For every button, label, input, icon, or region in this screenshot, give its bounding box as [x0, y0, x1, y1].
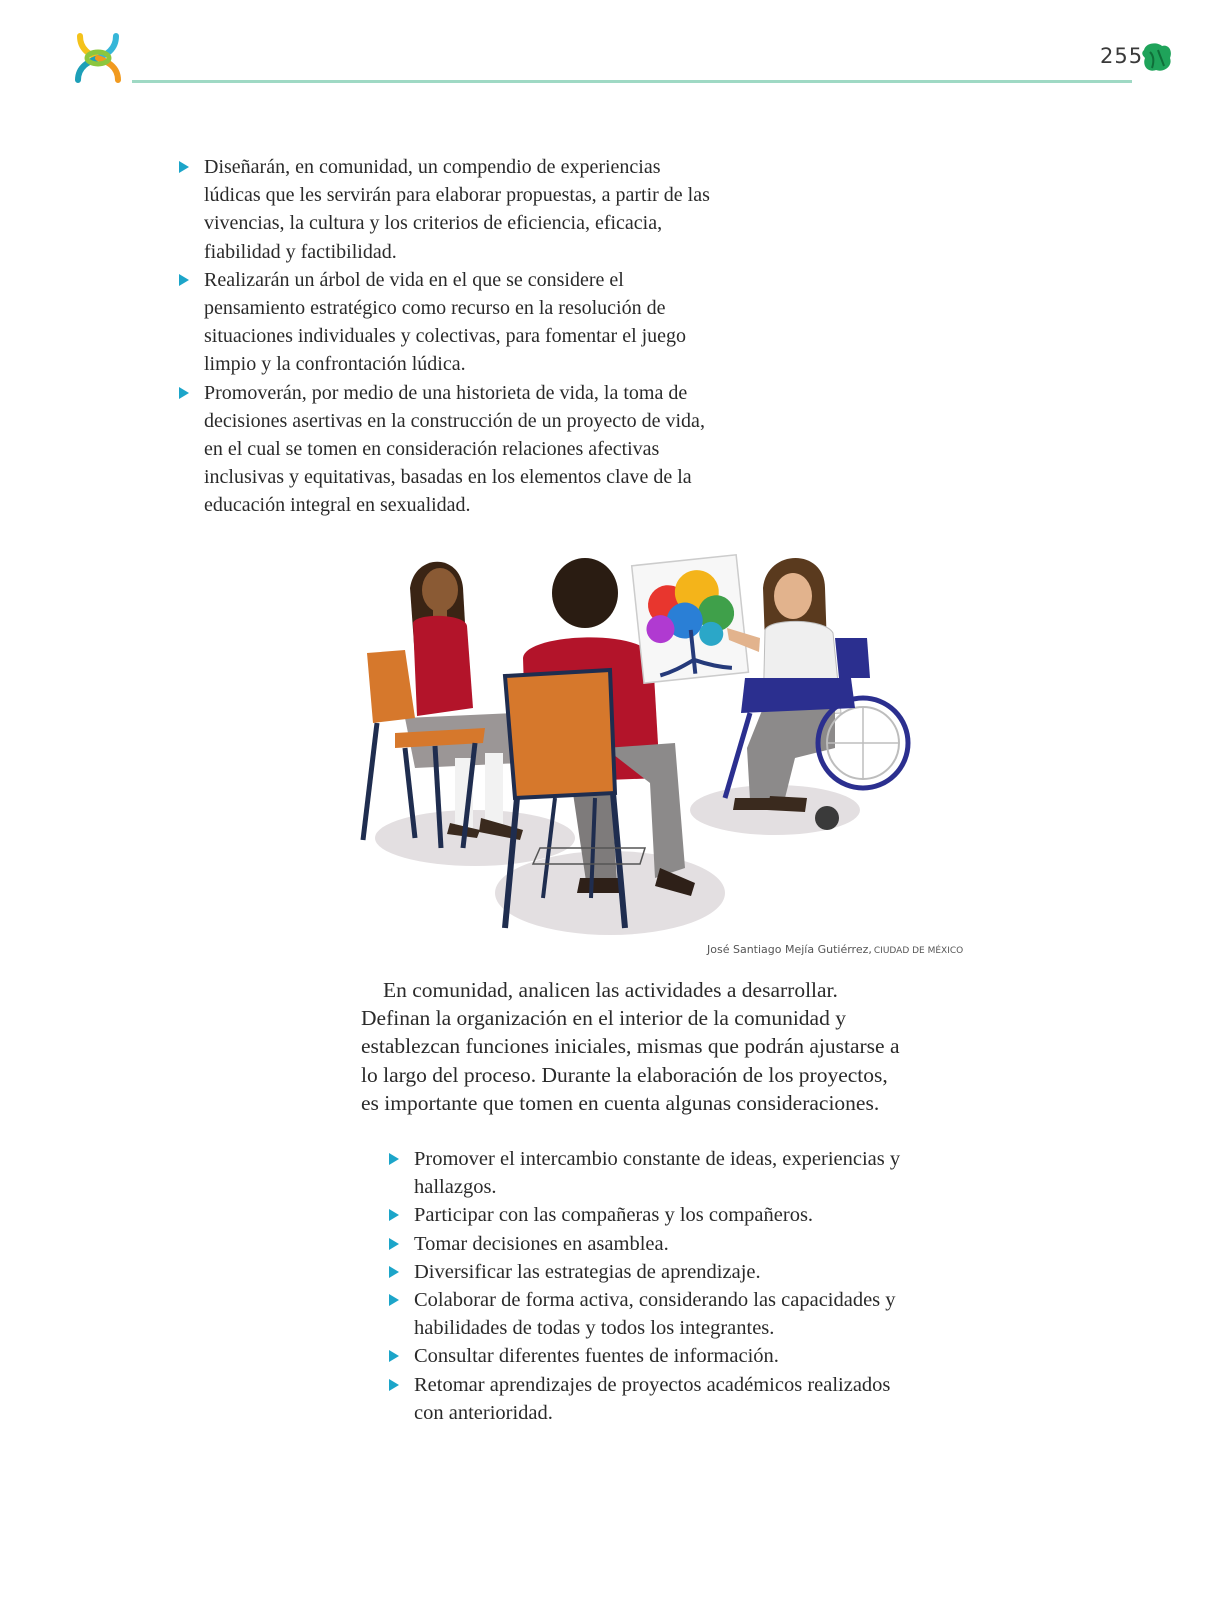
bullet-marker-icon — [389, 1266, 399, 1278]
credit-name: José Santiago Mejía Gutiérrez, — [707, 943, 872, 956]
credit-place: CIUDAD DE MÉXICO — [873, 946, 964, 956]
list-item — [179, 379, 719, 520]
list-item-text: Colaborar de forma activa, considerando las capacidades y habilidades de todas y todos los integrantes. — [414, 1289, 896, 1340]
considerations-list — [389, 1145, 909, 1427]
interlocking-rings-logo-icon — [70, 30, 126, 86]
header-rule — [132, 80, 1132, 83]
list-item — [179, 153, 719, 266]
page-number: 255 — [1100, 44, 1144, 68]
bullet-marker-icon — [389, 1350, 399, 1362]
list-item — [389, 1145, 909, 1201]
illustration-credit — [707, 943, 963, 956]
bullet-marker-icon — [179, 274, 189, 286]
students-tree-of-life-illustration — [355, 548, 915, 943]
objectives-list — [179, 153, 719, 520]
list-item — [389, 1371, 909, 1427]
list-item — [389, 1258, 909, 1286]
list-item-text: Promover el intercambio constante de ideas, experiencias y hallazgos. — [414, 1148, 901, 1199]
list-item — [389, 1286, 909, 1342]
bullet-marker-icon — [179, 161, 189, 173]
list-item-text: Participar con las compañeras y los compañeros. — [414, 1204, 814, 1227]
list-item — [389, 1230, 909, 1258]
list-item-text: Promoverán, por medio de una historieta de vida, la toma de decisiones asertivas en la construcción de un proyecto de vida, en el cual se tomen en consideración relaciones afectivas inclusivas y equitativas, basadas en los elementos clave de la educación integral en sexualidad. — [204, 381, 705, 517]
green-leaf-icon — [1140, 40, 1174, 74]
bullet-marker-icon — [179, 387, 189, 399]
bullet-marker-icon — [389, 1209, 399, 1221]
list-item — [389, 1201, 909, 1229]
bullet-marker-icon — [389, 1153, 399, 1165]
list-item-text: Consultar diferentes fuentes de información. — [414, 1345, 779, 1368]
list-item-text: Realizarán un árbol de vida en el que se considere el pensamiento estratégico como recurso en la resolución de situaciones individuales y colectivas, para fomentar el juego limpio y la confrontación lúdica. — [204, 268, 687, 376]
list-item-text: Diseñarán, en comunidad, un compendio de experiencias lúdicas que les servirán para elaborar propuestas, a partir de las vivencias, la cultura y los criterios de eficiencia, eficacia, fiabilidad y factibilidad. — [204, 156, 710, 263]
bullet-marker-icon — [389, 1238, 399, 1250]
list-item-text: Tomar decisiones en asamblea. — [414, 1232, 669, 1255]
body-paragraph: En comunidad, analicen las actividades a desarrollar. Definan la organización en el interior de la comunidad y establezcan funciones iniciales, mismas que podrán ajustarse a lo largo del proceso. Durante la elaboración de los proyectos, es importante que tomen en cuenta algunas consideraciones. — [361, 978, 900, 1115]
list-item — [179, 266, 719, 379]
list-item — [389, 1342, 909, 1370]
bullet-marker-icon — [389, 1294, 399, 1306]
bullet-marker-icon — [389, 1379, 399, 1391]
list-item-text: Retomar aprendizajes de proyectos académicos realizados con anterioridad. — [414, 1373, 891, 1424]
list-item-text: Diversificar las estrategias de aprendizaje. — [414, 1260, 761, 1283]
